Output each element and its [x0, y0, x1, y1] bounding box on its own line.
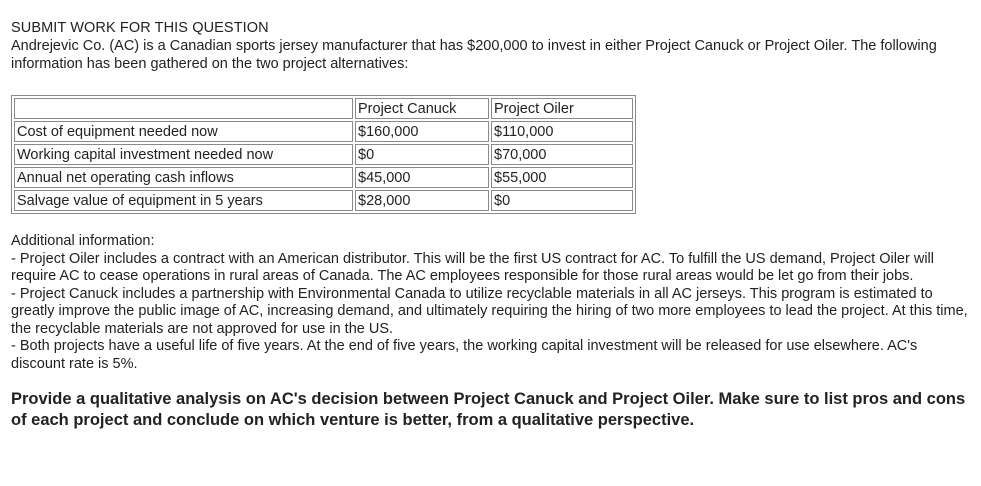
table-header-row	[14, 98, 633, 119]
project-comparison-table	[11, 95, 636, 214]
header-project-canuck: Project Canuck	[355, 98, 489, 119]
header-project-oiler: Project Oiler	[491, 98, 633, 119]
additional-point-oiler: - Project Oiler includes a contract with an American distributor. This will be the first US contract for AC. To fulfill the US demand, Project Oiler will require AC to cease operations in rural areas of Canada. The AC employees responsible for those rural areas would be let go from their jobs.	[11, 250, 934, 284]
table-row	[14, 121, 633, 142]
oiler-value: $55,000	[491, 167, 633, 188]
canuck-value: $160,000	[355, 121, 489, 142]
table-row	[14, 144, 633, 165]
intro-paragraph: Andrejevic Co. (AC) is a Canadian sports jersey manufacturer that has $200,000 to invest in either Project Canuck or Project Oiler. The following information has been gathered on the two project alternatives:	[11, 38, 937, 72]
header-empty-cell	[14, 98, 353, 119]
canuck-value: $45,000	[355, 167, 489, 188]
canuck-value: $0	[355, 144, 489, 165]
oiler-value: $110,000	[491, 121, 633, 142]
additional-point-canuck: - Project Canuck includes a partnership with Environmental Canada to utilize recyclable materials in all AC jerseys. This program is estimated to greatly improve the public image of AC, increasing demand, and ultimately requiring the hiring of two more employees to lead the project. At this time, the recyclable materials are not approved for use in the US.	[11, 285, 968, 337]
table-row	[14, 167, 633, 188]
row-label: Annual net operating cash inflows	[14, 167, 353, 188]
oiler-value: $70,000	[491, 144, 633, 165]
question-page	[11, 19, 971, 431]
question-prompt: Provide a qualitative analysis on AC's decision between Project Canuck and Project Oiler. Make sure to list pros and cons of each project and conclude on which venture is better, from a qualitative perspective.	[11, 390, 966, 429]
row-label: Salvage value of equipment in 5 years	[14, 190, 353, 211]
additional-information	[11, 233, 971, 373]
oiler-value: $0	[491, 190, 633, 211]
additional-point-both: - Both projects have a useful life of five years. At the end of five years, the working capital investment will be released for use elsewhere. AC's discount rate is 5%.	[11, 338, 918, 372]
table-row	[14, 190, 633, 211]
canuck-value: $28,000	[355, 190, 489, 211]
row-label: Cost of equipment needed now	[14, 121, 353, 142]
row-label: Working capital investment needed now	[14, 144, 353, 165]
additional-title: Additional information:	[11, 233, 155, 249]
submit-work-heading[interactable]: SUBMIT WORK FOR THIS QUESTION	[11, 20, 269, 36]
